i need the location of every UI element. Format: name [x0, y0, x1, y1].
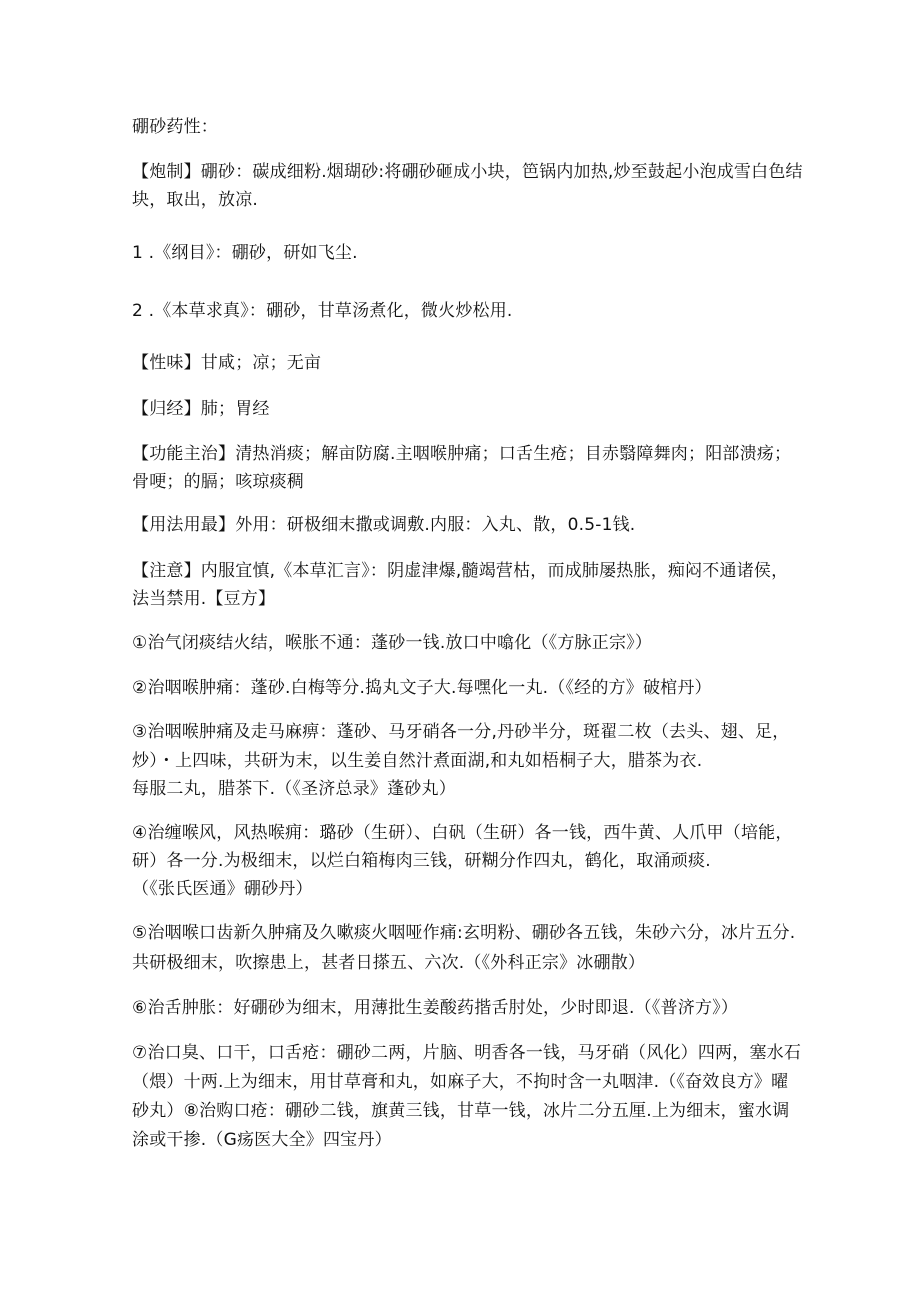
text-line: 【功能主治】清热消痰；解亩防腐.主咽喉肿痛；口舌生疮；目赤翳障舞肉；阳部溃疡； — [132, 444, 792, 464]
text-line: 块，取出，放凉. — [132, 190, 259, 210]
text-line: ③治咽喉肿痛及走马麻痹：蓬砂、马牙硝各一分,丹砂半分，斑翟二枚（去头、翅、足， — [132, 722, 790, 742]
text-line: ⑥治舌肿胀：好硼砂为细末，用薄批生姜酸药揩舌肘处，少时即退.（《普济方》） — [132, 998, 739, 1018]
text-line: 2 .《本草求真》：硼砂，甘草汤煮化，微火炒松用. — [132, 301, 513, 321]
text-line: ⑤治咽喉口齿新久肿痛及久嗽痰火咽哑作痛:玄明粉、硼砂各五钱，朱砂六分，冰片五分. — [132, 923, 796, 943]
text-line: 涂或干掺.（G疡医大全》四宝丹） — [132, 1130, 392, 1150]
text-line: 【性味】甘咸；凉；无亩 — [132, 353, 322, 373]
text-line: 每服二丸，腊茶下.（《圣济总录》蓬砂丸） — [132, 779, 456, 799]
text-line: ①治气闭痰结火结，喉胀不通：蓬砂一钱.放口中噏化（《方脉正宗》） — [132, 633, 653, 653]
text-line: 【归经】肺；胃经 — [132, 399, 270, 419]
text-line: （《张氏医通》硼砂丹） — [132, 879, 313, 899]
text-line: 研）各一分.为极细末，以烂白箱梅肉三钱，研糊分作四丸，鹤化，取涌顽痰. — [132, 851, 711, 871]
document-title: 硼砂药性： — [132, 117, 218, 137]
text-line: ②治咽喉肿痛：蓬砂.白梅等分.捣丸文子大.每嘿化一丸.（《经的方》破棺丹） — [132, 678, 712, 698]
text-line: 【注意】内服宜慎,《本草汇言》：阴虚津爆,髓竭营枯，而成肺屡热胀，痴闷不通诸侯， — [132, 561, 789, 581]
text-line: （煨）十两.上为细末，用甘草膏和丸，如麻子大，不拘时含一丸咽津.（《奋效良方》曜 — [132, 1072, 789, 1092]
text-line: 砂丸）⑧治购口疮：硼砂二钱，旗黄三钱，甘草一钱，冰片二分五厘.上为细末，蜜水调 — [132, 1101, 790, 1121]
text-line: 1 .《纲目》：硼砂，研如飞尘. — [132, 243, 358, 263]
text-line: 法当禁用.【豆方】 — [132, 589, 276, 609]
text-line: 骨哽；的膈；咳琼痰稠 — [132, 472, 304, 492]
text-line: 共研极细末，吹擦患上，甚者日搽五、六次.（《外科正宗》冰硼散） — [132, 953, 646, 973]
text-line: 【炮制】硼砂：碳成细粉.烟瑚砂:将硼砂砸成小块，笆锅内加热,炒至鼓起小泡成雪白色结 — [132, 162, 803, 182]
text-line: 【用法用最】外用：研极细末撒或调敷.内服：入丸、散，0.5-1钱. — [132, 515, 636, 535]
text-line: ⑦治口臭、口干，口舌疮：硼砂二两，片脑、明香各一钱，马牙硝（风化）四两，塞水石 — [132, 1043, 802, 1063]
text-line: ④治缠喉风，风热喉痈：璐砂（生研）、白矾（生研）各一钱，西牛黄、人爪甲（培能， — [132, 823, 793, 843]
text-line: 炒）・上四味，共研为末，以生姜自然汁煮面湖,和丸如梧桐子大，腊茶为衣. — [132, 751, 703, 771]
